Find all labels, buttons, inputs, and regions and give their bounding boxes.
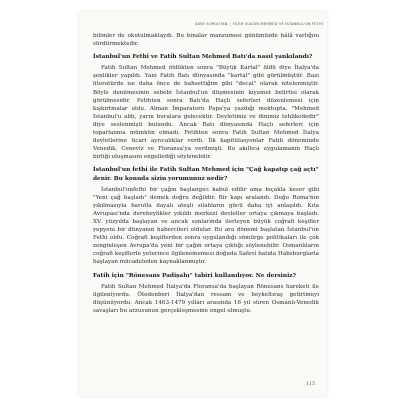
body-paragraph: bilimler de okutulmaktaydı. Bu binalar manzumesi günümüzde hâlâ varlığını sürdürmektedir. [93, 33, 319, 48]
header-title: FATİH SULTAN MEHMED VE İSTANBUL'UN FETHİ [232, 22, 323, 26]
section-question: İstanbul'un fethi ile Fatih Sultan Mehmed için "Çağ kapatıp çağ açtı" denir. Bu konuda sizin yorumunuz nedir? [93, 167, 319, 182]
body-paragraph: İstanbul'unfethi bir çağın başlangıcı kabul edilir ama bıçakla keser gibi "Yeni çağ başladı" demek doğru değildir. Bir kapı aralandı. Doğu Roma'nın yıkılmasıyla barutla dayalı ateşli silahların gücü daha iyi anlaşıldı. Kıta Avrupası'nda derebeylikler yıkıldı merkezi devletler ortaya çıkmaya başladı. XV. yüzyılda başlayan ve ancak sonlarında ilerleyen büyük coğrafi keşifler yepyeni bir dünyanın habercileri oldular. Bu ara dönemi başlatan İstanbul'un Fethi oldu. Coğrafi keşiflerden sonra uygulandığı sömürge politikaları ile çok zenginleşen Avrupa'da yeni bir çağın ortaya çıktığı söylenebilir. Osmanlıların coğrafi keşiflerle yeterince ilgilenememesi doğuda Safevî batıda Habsburglarla başlayan mücadeleden kaynaklanmıştır. [93, 186, 319, 266]
running-header [79, 22, 323, 26]
page-number: 115 [306, 382, 315, 387]
section-question: İstanbul'un Fethi ve Fatih Sultan Mehmed Batı'da nasıl yankılandı? [93, 54, 313, 61]
body-paragraph: Fatih Sultan Mehmed öldükten sonra "Büyük Kartal" öldü diye İtalya'da şenlikler yapıldı. Yani Fatih Batı dünyasında "kartal" gibi görülmüştür. Bazı literatürde ise daha önce de bahsettiğim gibi "decal" olarak nitelenmiştir. Böyle denilmesinin sebebi İstanbul'un düşmesinin kıyamet belirtisi olarak görülmesidir. Fetihten sonra Batı'da Haçlı seferleri düzenlemesi için kışkırtmalar oldu. Alman İmparatoru Papa'ya yazdığı mektupta, "Mehmed İstanbul'u aldı, yarın buralara gelecektir. Devletimiz ve dinimiz tehlikededir" diye seslenmişti bulundu. Ancak Batı dünyasında Haçlı seferleri için toparlanma mümkün olmadı. Fetihten sonra Fatih Sultan Mehmed İtalya devletlerine ticari ayrıcalıklar verdi. İlk kapitülasyonlar Fatih döneminde Venedik, Ceneviz ve Floransa'ya verilmişti. Bu akıllıca uygulamanın Haçlı birliği oluşmasını engellediği söylenebilir. [93, 65, 319, 161]
body-paragraph: Fatih Sultan Mehmed İtalya'da Floransa'da başlayan Rönesans hareketi ile ilgileniyordu. Ötedenberi İtalya'dan ressam ve heykeltıraş getirtmeyi düşünüyordu. Ancak 1463-1479 yılları arasında 16 yıl süren Osmanlı-Venedik savaşları bu arzusunun gerçekleşmesine engel olmuştu. [93, 283, 319, 314]
header-author: SAVE SORGUTAN [195, 22, 228, 26]
page-body [93, 32, 319, 315]
section-question: Fatih için "Rönesans Padişahı" tabiri kullanılıyor. Ne dersiniz? [93, 272, 296, 279]
header-divider: | [229, 22, 231, 26]
book-page [79, 12, 327, 396]
